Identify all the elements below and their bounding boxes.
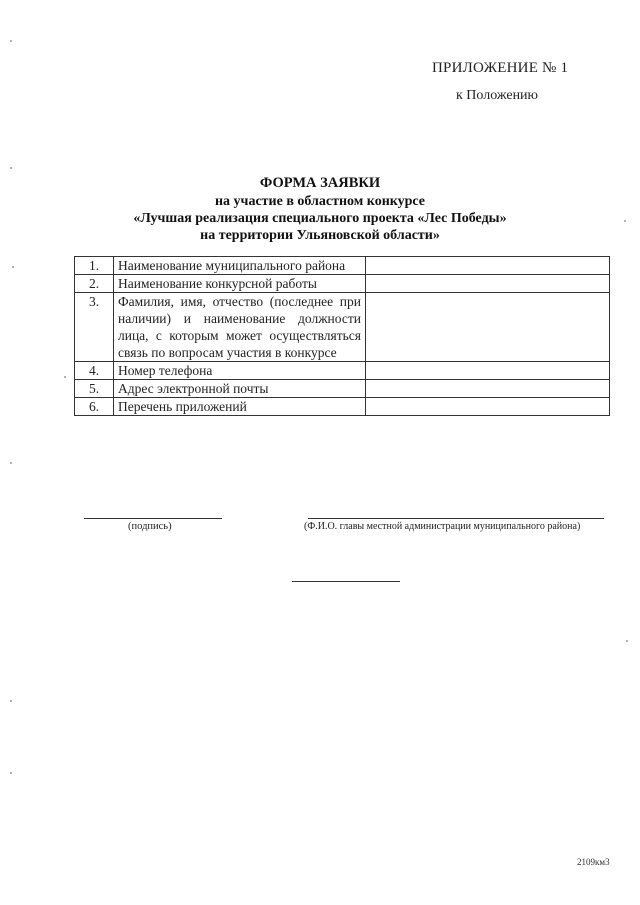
appendix-number: ПРИЛОЖЕНИЕ № 1 xyxy=(432,60,569,76)
table-row xyxy=(75,293,610,362)
table-row xyxy=(75,398,610,416)
row-value-field[interactable] xyxy=(366,362,610,380)
form-subtitle-line-3: на территории Ульяновской области» xyxy=(200,228,440,243)
row-number: 3. xyxy=(75,293,114,362)
signature-caption: (подпись) xyxy=(128,521,172,532)
row-number: 2. xyxy=(75,275,114,293)
row-number: 6. xyxy=(75,398,114,416)
head-name-caption: (Ф.И.О. главы местной администрации муниципального района) xyxy=(304,521,581,532)
row-value-field[interactable] xyxy=(366,398,610,416)
form-title-block xyxy=(0,175,640,244)
row-value-field[interactable] xyxy=(366,275,610,293)
table-row xyxy=(75,257,610,275)
form-subtitle-line-1: на участие в областном конкурсе xyxy=(214,194,426,209)
scan-speck xyxy=(10,40,12,42)
scan-speck xyxy=(10,700,12,702)
application-form-table xyxy=(74,256,610,416)
end-divider xyxy=(292,581,400,582)
signature-line xyxy=(84,518,222,519)
row-label: Наименование муниципального района xyxy=(114,257,366,275)
row-label: Перечень приложений xyxy=(114,398,366,416)
row-number: 1. xyxy=(75,257,114,275)
scan-speck xyxy=(624,220,626,222)
scan-speck xyxy=(10,462,12,464)
row-value-field[interactable] xyxy=(366,380,610,398)
scan-speck xyxy=(64,376,66,378)
table-row xyxy=(75,380,610,398)
row-number: 5. xyxy=(75,380,114,398)
form-subtitle-line-2: «Лучшая реализация специального проекта «Лес Победы» xyxy=(133,211,507,226)
row-label: Наименование конкурсной работы xyxy=(114,275,366,293)
row-value-field[interactable] xyxy=(366,293,610,362)
document-code: 2109км3 xyxy=(577,857,610,867)
head-name-line xyxy=(308,518,604,519)
scan-speck xyxy=(10,772,12,774)
scan-speck xyxy=(12,266,14,268)
scan-speck xyxy=(10,167,12,169)
appendix-reference: к Положению xyxy=(456,88,539,103)
row-number: 4. xyxy=(75,362,114,380)
row-label: Адрес электронной почты xyxy=(114,380,366,398)
row-label: Фамилия, имя, отчество (последнее при наличии) и наименование должности лица, с которым может осуществляться связь по вопросам участия в конкурсе xyxy=(114,293,366,362)
scan-speck xyxy=(626,640,628,642)
table-row xyxy=(75,275,610,293)
row-label: Номер телефона xyxy=(114,362,366,380)
table-row xyxy=(75,362,610,380)
row-value-field[interactable] xyxy=(366,257,610,275)
form-title: ФОРМА ЗАЯВКИ xyxy=(259,175,381,191)
